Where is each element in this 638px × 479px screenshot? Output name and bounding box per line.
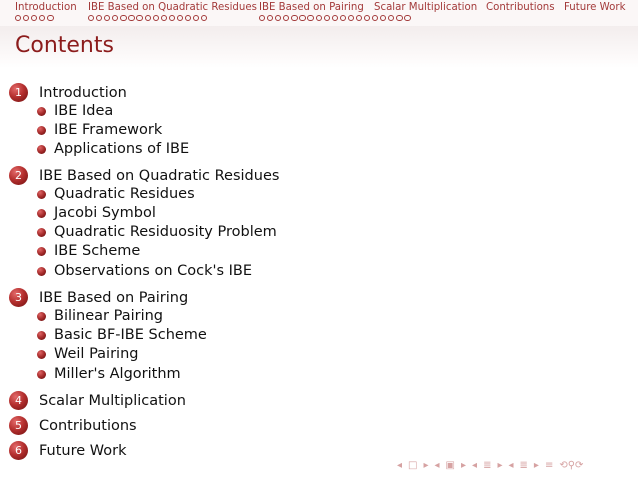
nav-frame-dot[interactable]	[372, 15, 378, 21]
beamer-navigation-controls	[397, 460, 583, 471]
section-number-ball: 4	[9, 391, 28, 410]
nav-frame-dot[interactable]	[88, 15, 94, 21]
bullet-icon	[37, 370, 46, 379]
frame-title: Contents	[15, 33, 114, 58]
nav-frame-dot[interactable]	[307, 15, 313, 21]
bullet-icon	[37, 331, 46, 340]
nav-frame-dot[interactable]	[364, 15, 370, 21]
toc-section-label: Future Work	[39, 442, 127, 459]
bullet-icon	[37, 350, 46, 359]
nav-frame-dot[interactable]	[316, 15, 322, 21]
nav-frame-dot[interactable]	[299, 15, 305, 21]
nav-frame-dot[interactable]	[380, 15, 386, 21]
toc-subsection[interactable]	[37, 263, 252, 279]
toc-section-5[interactable]	[9, 416, 137, 435]
nav-frame-dot[interactable]	[340, 15, 346, 21]
toc-section-label: Contributions	[39, 417, 137, 434]
nav-dots-introduction	[15, 15, 54, 21]
nav-frame-dot[interactable]	[201, 15, 207, 21]
bullet-icon	[37, 312, 46, 321]
toc-subsection-label: IBE Scheme	[54, 243, 141, 259]
align-icon[interactable]: ≡	[544, 460, 554, 471]
toc-subsection[interactable]	[37, 141, 189, 157]
nav-section-scalar-multiplication[interactable]: Scalar Multiplication	[374, 2, 478, 13]
bullet-icon	[37, 107, 46, 116]
nav-frame-dot[interactable]	[161, 15, 167, 21]
nav-frame-dot[interactable]	[275, 15, 281, 21]
toc-subsection[interactable]	[37, 346, 138, 362]
toc-section-2[interactable]	[9, 166, 279, 185]
nav-frame-dot[interactable]	[120, 15, 126, 21]
section-forward-arrow-icon[interactable]: ▸	[497, 460, 503, 471]
toc-subsection[interactable]	[37, 327, 207, 343]
toc-section-3[interactable]	[9, 288, 188, 307]
nav-frame-dot[interactable]	[332, 15, 338, 21]
section-number-ball: 6	[9, 441, 28, 460]
bullet-icon	[37, 228, 46, 237]
toc-subsection[interactable]	[37, 205, 156, 221]
nav-frame-dot[interactable]	[324, 15, 330, 21]
nav-section-contributions[interactable]: Contributions	[486, 2, 555, 13]
nav-frame-dot[interactable]	[388, 15, 394, 21]
nav-frame-dot[interactable]	[153, 15, 159, 21]
nav-frame-dot[interactable]	[185, 15, 191, 21]
toc-subsection[interactable]	[37, 103, 113, 119]
search-icon[interactable]: ⟲⚲⟳	[559, 460, 584, 471]
nav-section-pairing[interactable]: IBE Based on Pairing	[259, 2, 364, 13]
nav-frame-dot[interactable]	[291, 15, 297, 21]
nav-dots-pairing	[259, 15, 411, 21]
toc-section-1[interactable]	[9, 83, 127, 102]
bullet-icon	[37, 247, 46, 256]
nav-section-introduction[interactable]: Introduction	[15, 2, 77, 13]
nav-frame-dot[interactable]	[193, 15, 199, 21]
nav-frame-dot[interactable]	[283, 15, 289, 21]
section-number-ball: 3	[9, 288, 28, 307]
toc-subsection-label: Bilinear Pairing	[54, 308, 163, 324]
toc-subsection-label: Quadratic Residuosity Problem	[54, 224, 277, 240]
nav-frame-dot[interactable]	[136, 15, 142, 21]
nav-frame-dot[interactable]	[47, 15, 53, 21]
nav-frame-dot[interactable]	[96, 15, 102, 21]
nav-frame-dot[interactable]	[145, 15, 151, 21]
nav-frame-dot[interactable]	[112, 15, 118, 21]
frame-forward-arrow-icon[interactable]: ▸	[423, 460, 429, 471]
toc-subsection[interactable]	[37, 243, 140, 259]
bullet-icon	[37, 190, 46, 199]
navigation-bar	[0, 0, 638, 26]
toc-subsection-label: Jacobi Symbol	[54, 205, 156, 221]
nav-frame-dot[interactable]	[39, 15, 45, 21]
section-number-ball: 1	[9, 83, 28, 102]
toc-subsection[interactable]	[37, 186, 195, 202]
nav-frame-dot[interactable]	[31, 15, 37, 21]
section-icon[interactable]: ≣	[483, 460, 492, 471]
nav-frame-dot[interactable]	[169, 15, 175, 21]
nav-section-quadratic-residues[interactable]: IBE Based on Quadratic Residues	[88, 2, 257, 13]
nav-section-future-work[interactable]: Future Work	[564, 2, 626, 13]
bullet-icon	[37, 209, 46, 218]
nav-frame-dot[interactable]	[177, 15, 183, 21]
subsection-back-arrow-icon[interactable]: ◂	[434, 460, 440, 471]
toc-subsection-label: Applications of IBE	[54, 141, 190, 157]
toc-subsection-label: Weil Pairing	[54, 346, 139, 362]
nav-frame-dot[interactable]	[356, 15, 362, 21]
toc-subsection[interactable]	[37, 308, 163, 324]
nav-frame-dot[interactable]	[15, 15, 21, 21]
section-back-arrow-icon[interactable]: ◂	[472, 460, 478, 471]
frame-icon[interactable]: □	[408, 460, 418, 471]
bullet-icon	[37, 267, 46, 276]
toc-subsection-label: Basic BF-IBE Scheme	[54, 327, 207, 343]
subsection-forward-arrow-icon[interactable]: ▸	[461, 460, 467, 471]
section-number-ball: 5	[9, 416, 28, 435]
toc-subsection-label: IBE Idea	[54, 103, 114, 119]
nav-frame-dot[interactable]	[267, 15, 273, 21]
subsubsection-forward-arrow-icon[interactable]: ▸	[533, 460, 539, 471]
section-number-ball: 2	[9, 166, 28, 185]
toc-section-6[interactable]	[9, 441, 127, 460]
toc-subsection[interactable]	[37, 224, 277, 240]
nav-dots-quadratic-residues	[88, 15, 207, 21]
toc-section-label: IBE Based on Pairing	[39, 289, 189, 306]
nav-frame-dot[interactable]	[396, 15, 402, 21]
toc-subsection-label: Miller's Algorithm	[54, 366, 181, 382]
toc-subsection-label: Quadratic Residues	[54, 186, 195, 202]
nav-frame-dot[interactable]	[128, 15, 134, 21]
subsubsection-icon[interactable]: ≣	[519, 460, 528, 471]
nav-frame-dot[interactable]	[23, 15, 29, 21]
subsubsection-back-arrow-icon[interactable]: ◂	[508, 460, 514, 471]
nav-frame-dot[interactable]	[404, 15, 410, 21]
nav-frame-dot[interactable]	[259, 15, 265, 21]
toc-subsection-label: IBE Framework	[54, 122, 163, 138]
frame-back-arrow-icon[interactable]: ◂	[397, 460, 403, 471]
nav-frame-dot[interactable]	[104, 15, 110, 21]
bullet-icon	[37, 145, 46, 154]
toc-section-label: Introduction	[39, 84, 127, 101]
toc-section-label: Scalar Multiplication	[39, 392, 186, 409]
toc-section-4[interactable]	[9, 391, 186, 410]
toc-subsection[interactable]	[37, 366, 181, 382]
nav-frame-dot[interactable]	[348, 15, 354, 21]
toc-subsection[interactable]	[37, 122, 162, 138]
bullet-icon	[37, 126, 46, 135]
subsection-icon[interactable]: ▣	[445, 460, 455, 471]
toc-subsection-label: Observations on Cock's IBE	[54, 263, 253, 279]
toc-section-label: IBE Based on Quadratic Residues	[39, 167, 280, 184]
